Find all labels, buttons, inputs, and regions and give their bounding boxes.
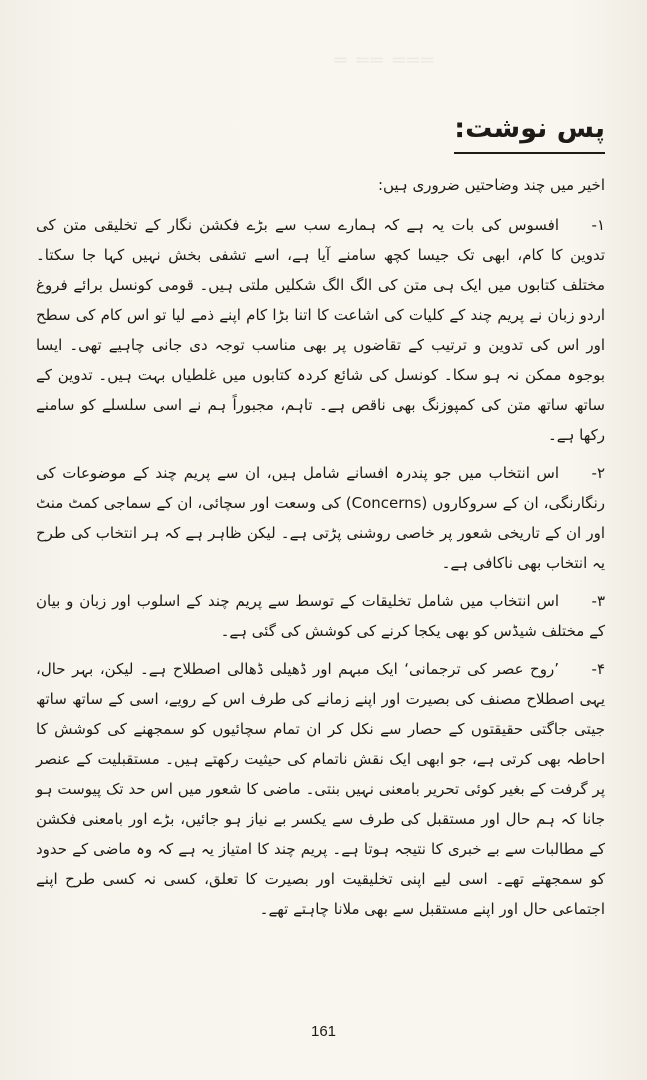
intro-line: اخیر میں چند وضاحتیں ضروری ہیں: <box>377 176 605 194</box>
paragraph-number: ۲- <box>591 464 605 482</box>
paragraph-number: ۱- <box>591 216 605 234</box>
paragraph-text: ’روح عصر کی ترجمانی‘ ایک مبہم اور ڈھیلی ڈھالی اصطلاح ہے۔ لیکن، بہر حال، یہی اصطلاح مصنف کی بصیرت اور اپنے زمانے کی طرف اس کے رویے، اسی کے ساتھ ساتھ جیتی جاگتی حقیقتوں کے حصار سے نکل کر ان تمام سچائیوں کو سمجھنے کی کوشش کا احاطہ بھی کرتی ہے، جو ابھی ایک نقش ناتمام کی حیثیت رکھتے ہیں۔ مستقبلیت کے عنصر پر گرفت کے بغیر کوئی تحریر بامعنی نہیں بنتی۔ ماضی کا شعور میں اس حد تک پیوست ہو جانا کہ ہم حال اور مستقبل کی طرف سے یکسر بے نیاز ہو جائیں، بڑے اور بامعنی فکشن کے مطالبات سے بے خبری کا نتیجہ ہوتا ہے۔ پریم چند کا امتیاز یہ ہے کہ وہ ماضی کے حدود کو سمجھتے تھے۔ اسی لیے اپنی تخلیقیت اور بصیرت کا تعلق، کسی نہ کسی طرح اپنے اجتماعی حال اور اپنے مستقبل سے بھی ملانا چاہتے تھے۔ <box>36 660 605 918</box>
heading-container <box>385 112 605 154</box>
paragraph-2 <box>36 458 605 578</box>
paragraph-3 <box>36 586 605 646</box>
paragraph-4 <box>36 654 605 924</box>
page-number: 161 <box>310 1023 337 1040</box>
paragraph-number: ۴- <box>591 660 605 678</box>
paragraph-text: اس انتخاب میں جو پندرہ افسانے شامل ہیں، ان سے پریم چند کے موضوعات کی رنگارنگی، ان کے سروکاروں (Concerns) کی وسعت اور سچائی، ان کے سماجی کمٹ منٹ اور ان کے تاریخی شعور پر خاصی روشنی پڑتی ہے۔ لیکن ظاہر ہے کہ ہر انتخاب کی طرح یہ انتخاب بھی ناکافی ہے۔ <box>36 464 605 572</box>
paragraph-text: افسوس کی بات یہ ہے کہ ہمارے سب سے بڑے فکشن نگار کے تخلیقی متن کی تدوین کا کام، ابھی تک جیسا کچھ سامنے آیا ہے، اسے تشفی بخش نہیں کہا جا سکتا۔ مختلف کتابوں میں ایک ہی متن کی الگ الگ شکلیں ملتی ہیں۔ قومی کونسل برائے فروغ اردو زبان نے پریم چند کے کلیات کی اشاعت کا اتنا بڑا کام اپنے ذمے لیا تو اس کام کی سطح اور اس کی تدوین و ترتیب کے تقاضوں پر بھی مناسب توجہ دی جانی چاہیے تھی۔ ایسا بوجوہ ممکن نہ ہو سکا۔ کونسل کی شائع کردہ کتابوں میں غلطیاں بہت ہیں۔ تدوین کے ساتھ ساتھ متن کی کمپوزنگ بھی ناقص ہے۔ تاہم، مجبوراً ہم نے اسی سلسلے کو سامنے رکھا ہے۔ <box>36 216 605 444</box>
paragraph-text: اس انتخاب میں شامل تخلیقات کے توسط سے پریم چند کے اسلوب اور زبان و بیان کے مختلف شیڈس کو بھی یکجا کرنے کی کوشش کی گئی ہے۔ <box>36 592 605 640</box>
paragraph-1 <box>36 210 605 450</box>
paragraph-number: ۳- <box>591 592 605 610</box>
show-through-decoration: ═══ ══ ═ <box>334 48 435 72</box>
body-text <box>36 170 605 932</box>
section-heading: پس نوشت: <box>454 112 605 154</box>
